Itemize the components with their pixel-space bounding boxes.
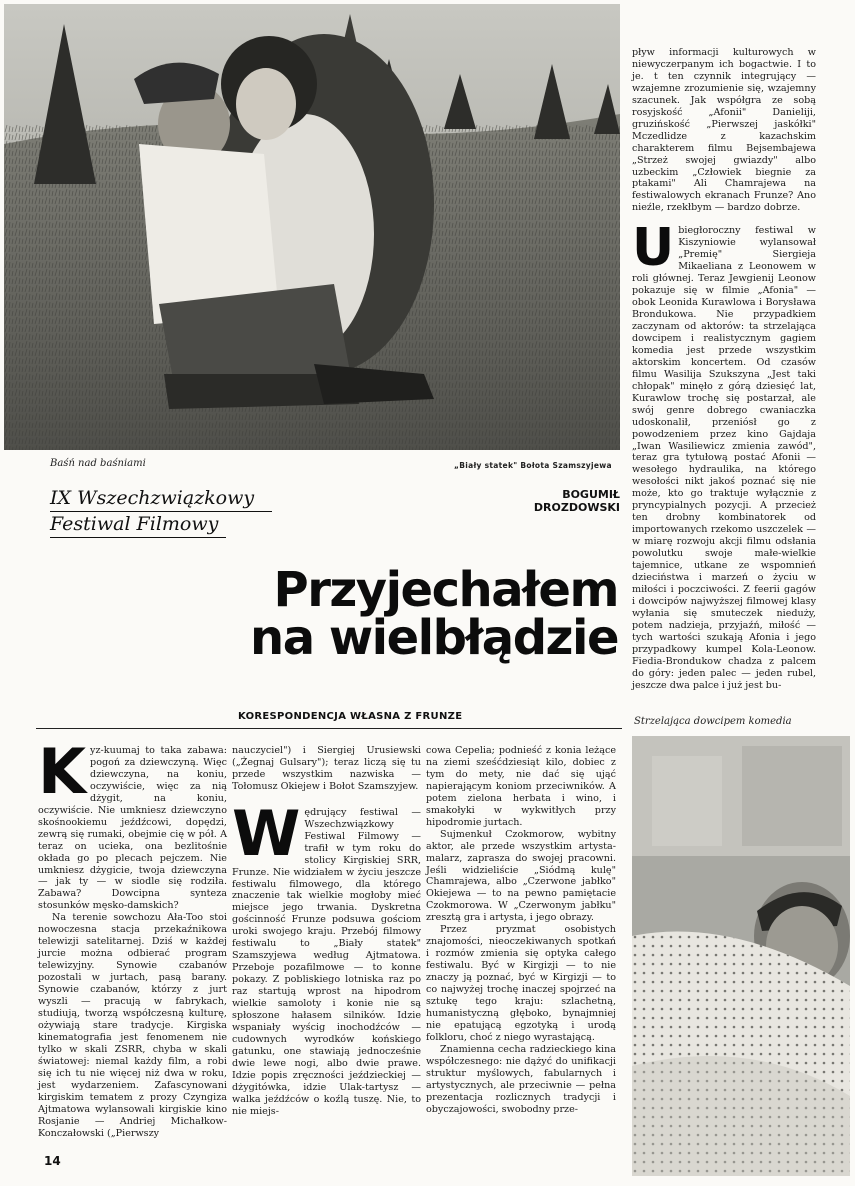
right-column-paragraph-1: pływ informacji kulturowych w niewyczerpanym ich bogactwie. I to je. t ten czynnik integrujący — wzajemne zrozumienie się, wzajemny szacunek. Jak współgra ze sobą rosyjskość „Afonii" Danieliji, gruzińskość „Pierwszej jaskółki" Mczedlidze z kazachskim charakterem filmu Bejsembajewa „Strzeż swojej gwiazdy" albo uzbeckim „Człowiek biegnie za ptakami" Ali Chamrajewa na festiwalowych ekranach Frunze? Ano nieźle, rzekłbym — bardzo dobrze. (632, 47, 816, 214)
right-column (632, 47, 816, 692)
top-photo-image (4, 4, 620, 450)
article-column-2 (232, 745, 421, 1118)
byline-last-name: DROZDOWSKI (533, 501, 620, 514)
column-2-paragraph-2: ędrujący festiwal — Wszechzwiązkowy Festiwal Filmowy — trafił w tym roku do stolicy Kirgiskiej SRR, Frunze. Nie widziałem w życiu jeszcze festiwalu filmowego, dla którego znaczenie tak wielkie mogłoby mieć miejsce jego trwania. Dyskretna gościnność Frunze podsuwa gościom uroki swojego kraju. Przebój filmowy festiwalu to „Biały statek" Szamszyjewa według Ajtmatowa. Przeboje pozafilmowe — to konne pokazy. Z pobliskiego lotniska raz po raz startują wprost na hipodrom wielkie samoloty i konie nie są spłoszone hałasem silników. Idzie wspaniały wyścig inochodźców — cudownych wyrodków końskiego gatunku, one stawiają jednocześnie dwie lewe nogi, albo dwie prawe. Idzie popis zręczności jeździeckiej — dżygitówka, idzie Ulak-tartysz — walka jeźdźców o koźlą tuszę. Nie, to nie miejs- (232, 806, 421, 1117)
right-column-paragraph-2: biegłoroczny festiwal w Kiszyniowie wylansował „Premię" Siergieja Mikaeliana z Leonowem w roli głównej. Teraz Jewgienij Leonow pokazuje się w filmie „Afonia" — obok Leonida Kurawlowa i Borysława Brondukowa. Nie przypadkiem zaczynam od aktorów: ta strzelająca dowcipem i realistycznym gagiem komedia jest przede wszystkim aktorskim koncertem. Od czasów filmu Wasilija Szukszyna „Jest taki chłopak" minęło z górą dziesięć lat, Kurawlow trochę się postarzał, ale swój genre dobrego cwaniaczka udoskonalił, przeniósł go z powodzeniem przez kino Gajdaja „Iwan Wasiliewicz zmienia zawód", teraz gra tytułową postać Afonii — wesołego hydraulika, na którego wesołości nikt jakoś poznać się nie może, kto go traktuje wyłącznie z pryncypialnych pozycji. A przecież ten drobny kombinatorek od importowanych rzekomo uszczelek — w miarę rozwoju akcji filmu odsłania powolutku swoje małe-wielkie tajemnice, utkane ze wspomnień dzieciństwa i marzeń o życiu w miłości i poczciwości. Z feerii gagów i dowcipów najwyższej filmowej klasy wyłania się smuteczek nieduży, potem nadzieja, przyjaźń, miłość — tych wartości szukają Afonia i jego przypadkowy kumpel Kola-Leonow. Fiedia-Brondukow chadza z palcem do góry: jeden palec — jeden rubel, jeszcze dwa palce i już jest bu- (632, 225, 816, 691)
page-number: 14 (44, 1154, 61, 1168)
subhead: KORESPONDENCJA WŁASNA Z FRUNZE (238, 711, 463, 722)
bottom-photo (632, 736, 850, 1176)
byline-first-name: BOGUMIŁ (562, 488, 620, 501)
column-1-paragraph-2: Na terenie sowchozu Ała-Too stoi nowoczesna stacja przekaźnikowa telewizji satelitarnej. Dziś w każdej jurcie można odbierać program telewizyjny. Synowie czabanów pozostali w jurtach, pasą barany. Synowie czabanów, którzy z jurt wyszli — pracują w fabrykach, studiują, tworzą współczesną kulturę, ożywiają stare tradycje. Kirgiska kinematografia jest fenomenem nie tylko w skali ZSRR, chyba w skali światowej: niemal każdy film, a robi się ich tu nie więcej niż dwa w roku, jest wydarzeniem. Zafascynowani kirgiskim tematem z prozy Czyngiza Ajtmatowa wylansowali kirgiskie kino Rosjanie — Andriej Michałkow-Konczałowski („Pierwszy (38, 912, 227, 1139)
headline-line-2: na wielbłądzie (250, 610, 618, 666)
subhead-rule (36, 728, 622, 729)
top-photo-credit: „Biały statek" Bołota Szamszyjewa (454, 461, 612, 470)
headline-line-1: Przyjechałem (273, 562, 618, 618)
kicker-line-2: Festiwal Filmowy (50, 512, 226, 538)
bottom-photo-caption: Strzelająca dowcipem komedia (634, 716, 792, 727)
bottom-photo-image (632, 736, 850, 1176)
article-column-1 (38, 735, 227, 1139)
headline (60, 562, 618, 666)
article-dropcap-k: K (38, 735, 87, 808)
kicker (50, 486, 272, 538)
column-2-paragraph-1: nauczyciel") i Siergiej Urusiewski („Żegnaj Gulsary"); teraz liczą się tu przede wszystkim nazwiska — Tołomusz Okiejew i Bołot Szamszyjew. (232, 745, 421, 792)
top-photo-caption: Baśń nad baśniami (50, 458, 146, 469)
column-3-paragraph-2: Sujmenkuł Czokmorow, wybitny aktor, ale przede wszystkim artysta-malarz, zaprasza do swojej pracowni. Jeśli widzieliście „Siódmą kulę" Chamrajewa, albo „Czerwone jabłko" Okiejewa — to na pewno pamiętacie Czokmorowa. W „Czerwonym jabłku" zresztą gra i artysta, i jego obrazy. (426, 828, 616, 924)
top-photo (4, 4, 620, 450)
column-3-paragraph-1: cowa Cepelia; podnieść z konia leżące na ziemi sześćdziesiąt kilo, dobiec z tym do mety, nie dać się ująć napierającym koniom przeciwników. A potem zielona herbata i wino, i smakołyki w wykwitłych przy hipodromie jurtach. (426, 745, 616, 828)
article-column-3 (426, 745, 616, 1116)
byline (490, 488, 620, 514)
article-dropcap-w: W (232, 796, 301, 870)
column-3-paragraph-4: Znamienna cecha radzieckiego kina współczesnego: nie dążyć do unifikacji struktur myślowych, fabularnych i artystycznych, ale przeciwnie — pełna prezentacja rozlicznych tradycji i obyczajowości, swobodny prze- (426, 1043, 616, 1115)
right-column-dropcap: U (632, 218, 675, 279)
column-3-paragraph-3: Przez pryzmat osobistych znajomości, nieoczekiwanych spotkań i rozmów zmienia się optyka całego festiwalu. Być w Kirgizji — to nie znaczy ją poznać, być w Kirgizji — to co najwyżej trochę inaczej spojrzeć na sztukę tego kraju: szlachetną, humanistyczną głęboko, bynajmniej nie epatującą egzotyką i urodą folkloru, choć z niego wyrastającą. (426, 924, 616, 1043)
kicker-line-1: IX Wszechzwiązkowy (50, 486, 272, 512)
column-1-paragraph-1: yz-kuumaj to taka zabawa: pogoń za dziewczyną. Więc dziewczyna, na koniu, oczywiście, więc za nią dżygit, na koniu, oczywiście. Nie umkniesz dziewczyno skośnookiemu jeźdźcowi, dopędzi, zewrą się rumaki, obejmie cię w pół. A teraz on ucieka, ona bezlitośnie okłada go po plecach pejczem. Nie umkniesz dżygicie, twoja dziewczyna — jak ty — w siodle się rodziła. Zabawa? Dowcipna synteza stosunków męsko-damskich? (38, 745, 227, 912)
